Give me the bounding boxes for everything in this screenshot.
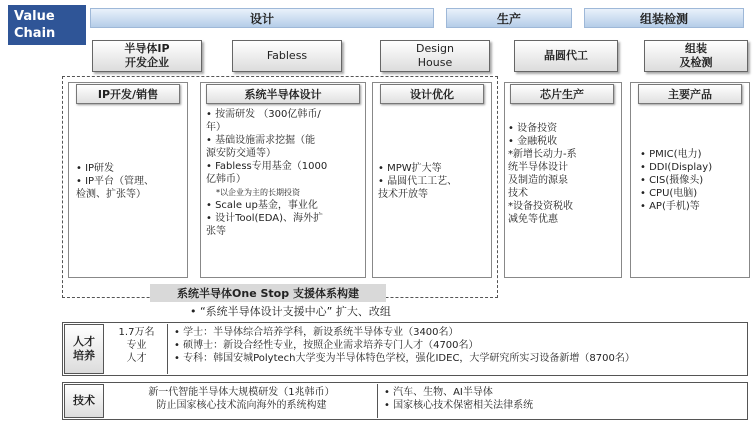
- talent-items: [170, 324, 639, 367]
- chip-production-text: [508, 122, 577, 226]
- header-fabless-label: Fabless: [266, 49, 308, 62]
- chip-production-title: [510, 84, 614, 104]
- sys-line: • Fabless专用基金（1000: [206, 161, 328, 172]
- header-foundry-label: 晶圆代工: [544, 49, 588, 62]
- tech-label: [64, 384, 104, 418]
- talent-count-line: 1.7万名: [118, 327, 155, 338]
- opt-line: 技术开放等: [378, 189, 428, 200]
- opt-line: • MPW扩大等: [378, 163, 442, 174]
- talent-label-line2: 培养: [73, 349, 95, 362]
- chip-line: 减免等优惠: [508, 214, 558, 225]
- sys-line: 张等: [206, 226, 226, 237]
- sys-design-text: [206, 108, 327, 238]
- stage-design-label: 设计: [249, 11, 274, 26]
- product-line: • CIS(摄像头): [640, 175, 704, 186]
- talent-count-cell: [106, 324, 168, 374]
- talent-item: • 硕博士：新设合经性专业，按照企业需求培养专门人才（4700名）: [174, 340, 479, 351]
- design-opt-title-label: 设计优化: [410, 88, 454, 101]
- header-dh-line1: Design: [416, 42, 454, 55]
- header-assy-line1: 组装: [685, 42, 707, 55]
- tech-right-cell: [380, 384, 537, 414]
- header-ip-line1: 半导体IP: [124, 42, 170, 55]
- header-ip-line2: 开发企业: [125, 56, 169, 69]
- product-line: • AP(手机)等: [640, 201, 700, 212]
- tech-right-line: • 国家核心技术保密相关法律系统: [384, 400, 534, 411]
- header-ip-company: [92, 40, 202, 72]
- header-assembly: [644, 40, 748, 72]
- ip-line: 检测、扩张等）: [76, 189, 146, 200]
- tech-middle-cell: [106, 384, 378, 418]
- talent-count-line: 人才: [126, 353, 147, 364]
- value-chain-line1: Value: [14, 9, 55, 24]
- chip-line: • 设备投资: [508, 123, 558, 134]
- design-opt-text: [378, 162, 457, 201]
- talent-item: • 学士：半导体综合培养学科，新设系统半导体专业（3400名）: [174, 327, 459, 338]
- onestop-support-label: 系统半导体One Stop 支援体系构建: [177, 287, 359, 300]
- design-opt-title: [380, 84, 484, 104]
- ip-line: • IP研发: [76, 163, 115, 174]
- header-assy-line2: 及检测: [679, 56, 713, 69]
- tech-middle-line: 新一代智能半导体大规模研发（1兆韩币）: [148, 387, 335, 398]
- chip-line: 及制造的源泉: [508, 175, 568, 186]
- stage-production-arrow: [446, 8, 572, 28]
- tech-label-text: 技术: [73, 394, 95, 407]
- center-note-text: • “系统半导体设计支援中心” 扩大、改组: [190, 305, 391, 318]
- sys-line: 年）: [206, 122, 226, 133]
- talent-label-line1: 人才: [73, 335, 95, 348]
- sys-line: • Scale up基金，事业化: [206, 200, 318, 211]
- sys-line: 源安防交通等）: [206, 148, 276, 159]
- sys-note: *以企业为主的长期投资: [216, 188, 300, 197]
- main-products-title: [638, 84, 742, 104]
- main-products-title-label: 主要产品: [668, 88, 712, 101]
- product-line: • CPU(电脑): [640, 188, 698, 199]
- chip-production-title-label: 芯片生产: [540, 88, 584, 101]
- sys-design-title: [206, 84, 360, 104]
- sys-line: • 设计Tool(EDA)、海外扩: [206, 213, 323, 224]
- chip-line: *新增长动力-系: [508, 149, 577, 160]
- header-fabless: [232, 40, 342, 72]
- sys-line: • 按需研发 （300亿韩币/: [206, 109, 321, 120]
- stage-design-arrow: [90, 8, 434, 28]
- chip-line: *设备投资税收: [508, 201, 573, 212]
- ip-box-text: [76, 162, 154, 201]
- chip-line: 技术: [508, 188, 528, 199]
- stage-assembly-label: 组装检测: [639, 11, 688, 26]
- sys-line: 亿韩币）: [206, 174, 246, 185]
- sys-design-title-label: 系统半导体设计: [244, 88, 322, 101]
- stage-production-label: 生产: [496, 11, 521, 26]
- opt-line: • 晶圆代工工艺、: [378, 176, 458, 187]
- product-line: • DDI(Display): [640, 162, 713, 173]
- tech-middle-line: 防止国家核心技术流向海外的系统构建: [156, 400, 327, 411]
- tech-right-line: • 汽车、生物、AI半导体: [384, 387, 493, 398]
- talent-count-line: 专业: [126, 340, 147, 351]
- ip-line: • IP平台（管理、: [76, 176, 155, 187]
- sys-line: • 基础设施需求挖掘（能: [206, 135, 316, 146]
- value-chain-line2: Chain: [14, 26, 56, 41]
- main-products-text: [640, 148, 712, 213]
- chip-line: 统半导体设计: [508, 162, 568, 173]
- chip-line: • 金融税收: [508, 136, 558, 147]
- ip-box-title-label: IP开发/销售: [97, 88, 159, 101]
- header-design-house: [380, 40, 490, 72]
- onestop-support-bar: [150, 284, 386, 302]
- center-note: [190, 305, 391, 318]
- header-dh-line2: House: [417, 56, 453, 69]
- header-foundry: [514, 40, 618, 72]
- value-chain-label: [8, 5, 86, 45]
- talent-label: [64, 324, 104, 374]
- talent-item: • 专科：韩国安城Polytech大学变为半导体特色学校，强化IDEC，大学研究所实习设备新增（8700名）: [174, 353, 635, 364]
- ip-box-title: [76, 84, 180, 104]
- stage-assembly-arrow: [584, 8, 744, 28]
- product-line: • PMIC(电力): [640, 149, 702, 160]
